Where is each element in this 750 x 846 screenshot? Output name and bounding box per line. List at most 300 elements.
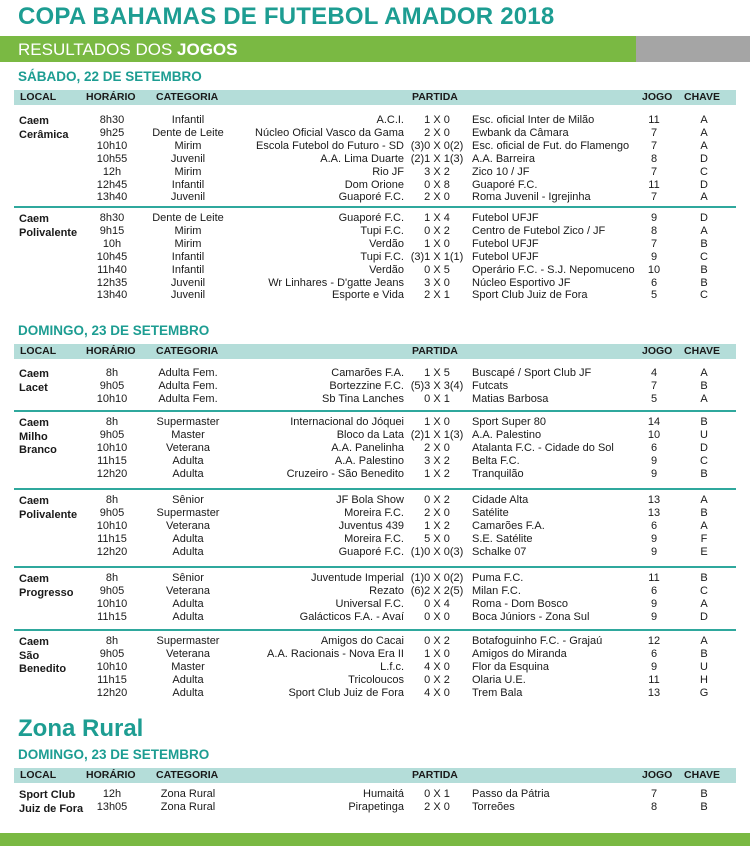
match-category: Infantil bbox=[171, 250, 205, 263]
match-game-number: 7 bbox=[650, 139, 658, 152]
away-team: Belta F.C. bbox=[472, 454, 520, 467]
match-bracket: A bbox=[700, 494, 708, 506]
venue-name: Caem Polivalente bbox=[19, 495, 78, 521]
match-game-number: 13 bbox=[647, 686, 661, 699]
match-score: 0 X 1 bbox=[424, 392, 450, 405]
match-category: Adulta bbox=[172, 545, 204, 558]
match-score: 1 X 4 bbox=[424, 212, 450, 224]
match-game-number: 7 bbox=[650, 165, 658, 178]
column-local: LOCAL bbox=[20, 91, 57, 103]
match-time: 11h15 bbox=[97, 454, 127, 467]
match-bracket: U bbox=[700, 660, 708, 673]
match-row bbox=[0, 788, 750, 801]
column-categoria: CATEGORIA bbox=[156, 769, 219, 781]
match-category: Infantil bbox=[171, 178, 205, 191]
match-row bbox=[0, 442, 750, 455]
home-team: Moreira F.C. bbox=[344, 532, 404, 545]
match-row bbox=[0, 611, 750, 624]
match-row bbox=[0, 251, 750, 264]
match-score: 0 X 2 bbox=[424, 673, 450, 686]
match-bracket: B bbox=[700, 379, 708, 392]
match-bracket: A bbox=[700, 191, 708, 204]
match-row bbox=[0, 572, 750, 585]
away-team: A.A. Palestino bbox=[472, 428, 542, 441]
match-bracket: E bbox=[700, 545, 708, 558]
venue-name: Caem Polivalente bbox=[19, 213, 78, 239]
match-time: 9h05 bbox=[99, 584, 125, 597]
match-category: Supermaster bbox=[156, 416, 220, 428]
match-category: Adulta bbox=[172, 532, 204, 545]
match-time: 13h05 bbox=[96, 800, 128, 813]
match-row bbox=[0, 507, 750, 520]
match-bracket: U bbox=[700, 428, 708, 441]
match-bracket: A bbox=[700, 635, 708, 647]
match-game-number: 11 bbox=[648, 114, 660, 126]
home-team: Guaporé F.C. bbox=[338, 545, 404, 558]
match-time: 11h40 bbox=[97, 263, 127, 276]
match-score: (1)0 X 0(2) bbox=[410, 572, 464, 584]
match-score: 0 X 4 bbox=[424, 597, 450, 610]
match-score: 2 X 1 bbox=[424, 289, 450, 302]
match-bracket: D bbox=[700, 610, 708, 623]
home-team: Sport Club Juiz de Fora bbox=[288, 686, 404, 699]
match-time: 11h15 bbox=[97, 610, 127, 623]
match-category: Sênior bbox=[172, 572, 204, 584]
home-team: Bortezzine F.C. bbox=[329, 379, 404, 392]
match-row bbox=[0, 225, 750, 238]
home-team: Guaporé F.C. bbox=[338, 212, 404, 224]
group-separator bbox=[14, 206, 736, 208]
match-game-number: 13 bbox=[647, 506, 661, 519]
match-score: 0 X 0 bbox=[424, 610, 450, 623]
match-time: 8h bbox=[105, 635, 119, 647]
away-team: Trem Bala bbox=[472, 686, 523, 699]
match-score: 0 X 1 bbox=[424, 788, 450, 800]
home-team: Rezato bbox=[369, 584, 404, 597]
match-score: 0 X 2 bbox=[424, 494, 450, 506]
away-team: Ewbank da Câmara bbox=[472, 126, 569, 139]
home-team: Galácticos F.A. - Avaí bbox=[299, 610, 404, 623]
match-bracket: F bbox=[700, 532, 708, 545]
match-row bbox=[0, 416, 750, 429]
match-bracket: A bbox=[700, 367, 708, 379]
match-score: (6)2 X 2(5) bbox=[410, 584, 464, 597]
match-category: Supermaster bbox=[156, 506, 220, 519]
match-game-number: 13 bbox=[647, 494, 661, 506]
match-time: 9h25 bbox=[99, 126, 125, 139]
match-row bbox=[0, 546, 750, 559]
match-time: 8h bbox=[105, 367, 119, 379]
match-time: 10h10 bbox=[96, 139, 128, 152]
match-bracket: B bbox=[700, 276, 708, 289]
match-category: Mirim bbox=[174, 165, 202, 178]
away-team: Futebol UFJF bbox=[472, 237, 539, 250]
away-team: Roma Juvenil - Igrejinha bbox=[472, 191, 591, 204]
match-time: 8h30 bbox=[99, 114, 125, 126]
match-bracket: C bbox=[700, 584, 708, 597]
match-category: Juvenil bbox=[170, 191, 206, 204]
match-bracket: B bbox=[700, 800, 708, 813]
match-category: Infantil bbox=[171, 263, 205, 276]
home-team: Tricoloucos bbox=[348, 673, 404, 686]
match-time: 8h bbox=[105, 416, 119, 428]
home-team: Núcleo Oficial Vasco da Gama bbox=[255, 126, 404, 139]
match-bracket: B bbox=[700, 237, 708, 250]
home-team: Esporte e Vida bbox=[332, 289, 404, 302]
match-time: 12h bbox=[102, 788, 122, 800]
away-team: Sport Super 80 bbox=[472, 416, 546, 428]
match-score: 1 X 5 bbox=[424, 367, 450, 379]
match-game-number: 6 bbox=[650, 647, 658, 660]
match-time: 10h10 bbox=[96, 660, 128, 673]
match-category: Juvenil bbox=[170, 276, 206, 289]
group-separator bbox=[14, 629, 736, 631]
venue-name: Caem Cerâmica bbox=[19, 115, 69, 141]
match-game-number: 5 bbox=[650, 289, 658, 302]
match-bracket: A bbox=[700, 114, 708, 126]
match-game-number: 11 bbox=[648, 673, 660, 686]
home-team: Escola Futebol do Futuro - SD bbox=[256, 139, 404, 152]
match-category: Zona Rural bbox=[160, 788, 216, 800]
home-team: Pirapetinga bbox=[348, 800, 404, 813]
match-time: 12h20 bbox=[96, 686, 128, 699]
away-team: Flor da Esquina bbox=[472, 660, 550, 673]
match-score: 2 X 0 bbox=[424, 191, 450, 204]
column-jogo: JOGO bbox=[642, 345, 673, 357]
match-row bbox=[0, 674, 750, 687]
match-score: 1 X 2 bbox=[424, 519, 450, 532]
home-team: Humaitá bbox=[363, 788, 404, 800]
match-score: 0 X 5 bbox=[424, 263, 450, 276]
match-row bbox=[0, 179, 750, 192]
match-game-number: 5 bbox=[650, 392, 658, 405]
match-row bbox=[0, 533, 750, 546]
match-score: 2 X 0 bbox=[424, 126, 450, 139]
away-team: Passo da Pátria bbox=[472, 788, 550, 800]
home-team: Wr Linhares - D'gatte Jeans bbox=[268, 276, 404, 289]
match-score: (2)1 X 1(3) bbox=[410, 152, 464, 165]
match-game-number: 14 bbox=[647, 416, 661, 428]
match-row bbox=[0, 289, 750, 302]
column-chave: CHAVE bbox=[684, 345, 720, 357]
match-game-number: 4 bbox=[650, 367, 658, 379]
away-team: Núcleo Esportivo JF bbox=[472, 276, 571, 289]
match-game-number: 10 bbox=[647, 428, 661, 441]
match-category: Adulta bbox=[172, 610, 204, 623]
match-score: 3 X 2 bbox=[424, 165, 450, 178]
match-bracket: C bbox=[700, 454, 708, 467]
match-category: Master bbox=[171, 428, 205, 441]
match-game-number: 9 bbox=[650, 454, 658, 467]
match-time: 11h15 bbox=[97, 532, 127, 545]
match-bracket: D bbox=[700, 212, 708, 224]
match-bracket: D bbox=[700, 178, 708, 191]
column-horario: HORÁRIO bbox=[86, 769, 136, 781]
match-game-number: 6 bbox=[650, 276, 658, 289]
match-time: 9h05 bbox=[99, 506, 125, 519]
match-score: 1 X 0 bbox=[424, 114, 450, 126]
match-time: 8h bbox=[105, 572, 119, 584]
match-category: Dente de Leite bbox=[152, 212, 224, 224]
away-team: Amigos do Miranda bbox=[472, 647, 567, 660]
home-team: Verdão bbox=[369, 237, 404, 250]
match-bracket: B bbox=[700, 506, 708, 519]
away-team: Milan F.C. bbox=[472, 584, 521, 597]
home-team: Tupi F.C. bbox=[360, 224, 404, 237]
match-game-number: 9 bbox=[650, 660, 658, 673]
match-row bbox=[0, 367, 750, 380]
match-game-number: 6 bbox=[650, 584, 658, 597]
away-team: Olaria U.E. bbox=[472, 673, 526, 686]
column-categoria: CATEGORIA bbox=[156, 345, 219, 357]
home-team: L.f.c. bbox=[380, 660, 404, 673]
match-game-number: 6 bbox=[650, 441, 658, 454]
match-row bbox=[0, 455, 750, 468]
subtitle-bar-grey bbox=[636, 36, 750, 62]
match-bracket: D bbox=[700, 152, 708, 165]
match-score: 1 X 2 bbox=[424, 467, 450, 480]
table-header bbox=[14, 768, 736, 783]
away-team: Boca Júniors - Zona Sul bbox=[472, 610, 590, 623]
match-score: 3 X 2 bbox=[424, 454, 450, 467]
match-game-number: 7 bbox=[650, 237, 658, 250]
match-category: Adulta bbox=[172, 454, 204, 467]
match-time: 10h45 bbox=[96, 250, 128, 263]
match-bracket: H bbox=[700, 673, 708, 686]
away-team: Tranquilão bbox=[472, 467, 524, 480]
match-category: Adulta bbox=[172, 686, 204, 699]
match-time: 10h55 bbox=[96, 152, 128, 165]
away-team: Matias Barbosa bbox=[472, 392, 549, 405]
match-bracket: C bbox=[700, 289, 708, 302]
match-game-number: 8 bbox=[650, 224, 658, 237]
column-jogo: JOGO bbox=[642, 769, 673, 781]
home-team: Tupi F.C. bbox=[360, 250, 404, 263]
match-time: 10h10 bbox=[96, 392, 128, 405]
match-category: Zona Rural bbox=[160, 800, 216, 813]
column-chave: CHAVE bbox=[684, 91, 720, 103]
venue-name: Sport Club Juiz de Fora bbox=[19, 789, 84, 815]
match-row bbox=[0, 520, 750, 533]
match-category: Mirim bbox=[174, 237, 202, 250]
match-bracket: B bbox=[700, 263, 708, 276]
venue-name: Caem Progresso bbox=[19, 573, 74, 599]
match-row bbox=[0, 127, 750, 140]
match-time: 9h05 bbox=[99, 428, 125, 441]
match-game-number: 10 bbox=[647, 263, 661, 276]
subtitle-normal: RESULTADOS DOS bbox=[18, 40, 178, 59]
match-score: (3)1 X 1(1) bbox=[410, 250, 464, 263]
column-local: LOCAL bbox=[20, 769, 57, 781]
day-heading: DOMINGO, 23 DE SETEMBRO bbox=[18, 747, 210, 762]
match-score: 2 X 0 bbox=[424, 800, 450, 813]
home-team: A.A. Lima Duarte bbox=[320, 152, 404, 165]
match-bracket: A bbox=[700, 519, 708, 532]
table-header bbox=[14, 344, 736, 359]
match-bracket: B bbox=[700, 572, 708, 584]
match-game-number: 11 bbox=[648, 178, 660, 191]
match-game-number: 9 bbox=[650, 597, 658, 610]
match-row bbox=[0, 277, 750, 290]
match-score: (2)1 X 1(3) bbox=[410, 428, 464, 441]
match-score: 4 X 0 bbox=[424, 686, 450, 699]
match-game-number: 9 bbox=[650, 250, 658, 263]
match-time: 13h40 bbox=[96, 191, 128, 204]
away-team: Guaporé F.C. bbox=[472, 178, 538, 191]
match-row bbox=[0, 153, 750, 166]
home-team: Camarões F.A. bbox=[331, 367, 404, 379]
away-team: Futcats bbox=[472, 379, 509, 392]
match-row bbox=[0, 166, 750, 179]
group-separator bbox=[14, 410, 736, 412]
match-row bbox=[0, 114, 750, 127]
match-category: Adulta bbox=[172, 467, 204, 480]
match-row bbox=[0, 238, 750, 251]
away-team: Buscapé / Sport Club JF bbox=[472, 367, 592, 379]
column-partida: PARTIDA bbox=[412, 345, 458, 357]
match-time: 12h45 bbox=[96, 178, 128, 191]
subtitle-bold: JOGOS bbox=[177, 40, 238, 59]
column-jogo: JOGO bbox=[642, 91, 673, 103]
home-team: Dom Orione bbox=[344, 178, 404, 191]
home-team: A.C.I. bbox=[376, 114, 404, 126]
match-time: 9h05 bbox=[99, 379, 125, 392]
match-row bbox=[0, 393, 750, 406]
home-team: Verdão bbox=[369, 263, 404, 276]
venue-name: Caem São Benedito bbox=[19, 636, 67, 675]
match-category: Dente de Leite bbox=[152, 126, 224, 139]
match-score: 0 X 2 bbox=[424, 224, 450, 237]
match-game-number: 8 bbox=[650, 152, 658, 165]
match-bracket: B bbox=[700, 647, 708, 660]
match-row bbox=[0, 212, 750, 225]
match-bracket: C bbox=[700, 165, 708, 178]
page-title: COPA BAHAMAS DE FUTEBOL AMADOR 2018 bbox=[18, 3, 555, 30]
match-time: 10h bbox=[102, 237, 122, 250]
match-row bbox=[0, 585, 750, 598]
match-time: 12h35 bbox=[96, 276, 128, 289]
match-row bbox=[0, 429, 750, 442]
venue-name: Caem Milho Branco bbox=[19, 417, 57, 456]
home-team: Bloco da Lata bbox=[336, 428, 404, 441]
match-bracket: B bbox=[700, 467, 708, 480]
match-score: 4 X 0 bbox=[424, 660, 450, 673]
match-time: 13h40 bbox=[96, 289, 128, 302]
match-score: 3 X 0 bbox=[424, 276, 450, 289]
home-team: A.A. Racionais - Nova Era II bbox=[267, 647, 404, 660]
match-category: Supermaster bbox=[156, 635, 220, 647]
away-team: Esc. oficial Inter de Milão bbox=[472, 114, 595, 126]
column-partida: PARTIDA bbox=[412, 769, 458, 781]
match-game-number: 8 bbox=[650, 800, 658, 813]
match-game-number: 9 bbox=[650, 467, 658, 480]
match-time: 10h10 bbox=[96, 597, 128, 610]
match-row bbox=[0, 468, 750, 481]
away-team: Sport Club Juiz de Fora bbox=[472, 289, 588, 302]
column-partida: PARTIDA bbox=[412, 91, 458, 103]
match-time: 9h05 bbox=[99, 647, 125, 660]
home-team: Rio JF bbox=[372, 165, 404, 178]
match-category: Adulta bbox=[172, 673, 204, 686]
group-separator bbox=[14, 566, 736, 568]
match-time: 10h10 bbox=[96, 519, 128, 532]
match-game-number: 7 bbox=[650, 191, 658, 204]
column-categoria: CATEGORIA bbox=[156, 91, 219, 103]
match-row bbox=[0, 687, 750, 700]
match-game-number: 9 bbox=[650, 545, 658, 558]
match-bracket: B bbox=[700, 416, 708, 428]
column-local: LOCAL bbox=[20, 345, 57, 357]
match-bracket: A bbox=[700, 392, 708, 405]
match-row bbox=[0, 494, 750, 507]
match-time: 11h15 bbox=[97, 673, 127, 686]
match-row bbox=[0, 661, 750, 674]
home-team: Universal F.C. bbox=[335, 597, 404, 610]
away-team: S.E. Satélite bbox=[472, 532, 533, 545]
match-category: Sênior bbox=[172, 494, 204, 506]
match-game-number: 12 bbox=[647, 635, 661, 647]
match-score: 0 X 8 bbox=[424, 178, 450, 191]
home-team: Juventude Imperial bbox=[311, 572, 404, 584]
away-team: Zico 10 / JF bbox=[472, 165, 530, 178]
match-category: Adulta Fem. bbox=[158, 392, 218, 405]
zona-rural-title: Zona Rural bbox=[18, 715, 144, 742]
away-team: Atalanta F.C. - Cidade do Sol bbox=[472, 441, 614, 454]
home-team: A.A. Palestino bbox=[334, 454, 404, 467]
match-game-number: 7 bbox=[650, 126, 658, 139]
match-score: 1 X 0 bbox=[424, 237, 450, 250]
match-score: 2 X 0 bbox=[424, 506, 450, 519]
home-team: Juventus 439 bbox=[338, 519, 404, 532]
home-team: A.A. Panelinha bbox=[331, 441, 404, 454]
venue-name: Caem Lacet bbox=[19, 368, 49, 394]
match-row bbox=[0, 380, 750, 393]
match-game-number: 11 bbox=[648, 572, 660, 584]
match-row bbox=[0, 801, 750, 814]
match-game-number: 9 bbox=[650, 610, 658, 623]
day-heading: DOMINGO, 23 DE SETEMBRO bbox=[18, 323, 210, 338]
match-category: Adulta Fem. bbox=[158, 367, 218, 379]
match-time: 12h bbox=[102, 165, 122, 178]
match-bracket: A bbox=[700, 139, 708, 152]
away-team: Futebol UFJF bbox=[472, 212, 539, 224]
match-category: Juvenil bbox=[170, 289, 206, 302]
match-category: Infantil bbox=[171, 114, 205, 126]
away-team: Satélite bbox=[472, 506, 509, 519]
home-team: Guaporé F.C. bbox=[338, 191, 404, 204]
match-time: 8h bbox=[105, 494, 119, 506]
away-team: Operário F.C. - S.J. Nepomuceno bbox=[472, 263, 635, 276]
home-team: Internacional do Jóquei bbox=[290, 416, 404, 428]
match-row bbox=[0, 598, 750, 611]
match-bracket: A bbox=[700, 597, 708, 610]
match-game-number: 6 bbox=[650, 519, 658, 532]
away-team: Cidade Alta bbox=[472, 494, 529, 506]
day-heading: SÁBADO, 22 DE SETEMBRO bbox=[18, 69, 202, 84]
match-time: 9h15 bbox=[99, 224, 125, 237]
match-category: Juvenil bbox=[170, 152, 206, 165]
match-score: 5 X 0 bbox=[424, 532, 450, 545]
match-game-number: 9 bbox=[650, 212, 658, 224]
home-team: JF Bola Show bbox=[336, 494, 404, 506]
match-bracket: C bbox=[700, 250, 708, 263]
table-header bbox=[14, 90, 736, 105]
match-row bbox=[0, 140, 750, 153]
match-row bbox=[0, 648, 750, 661]
match-game-number: 7 bbox=[650, 788, 658, 800]
match-score: 1 X 0 bbox=[424, 416, 450, 428]
column-chave: CHAVE bbox=[684, 769, 720, 781]
